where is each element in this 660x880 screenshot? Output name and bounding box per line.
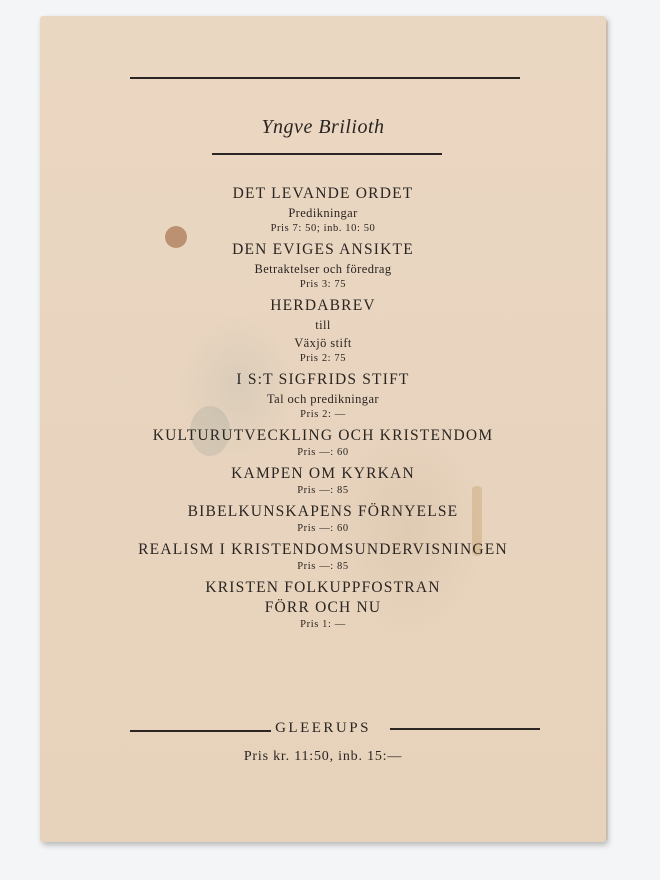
book-title: DET LEVANDE ORDET: [232, 185, 414, 202]
top-rule: [130, 77, 520, 79]
book-entry: [40, 184, 606, 236]
book-subtitle: Tal och predikningar: [267, 392, 379, 406]
book-title: I S:T SIGFRIDS STIFT: [236, 371, 410, 388]
book-title: REALISM I KRISTENDOMSUNDERVISNINGEN: [138, 541, 508, 558]
book-entry: [40, 370, 606, 422]
book-back-cover: [40, 16, 606, 842]
author-rule: [212, 153, 442, 155]
book-subtitle: till: [315, 318, 331, 332]
book-entry: [40, 240, 606, 292]
book-title: KRISTEN FOLKUPPFOSTRAN: [205, 579, 441, 596]
book-price: Pris —: 60: [297, 523, 349, 534]
book-entry: [40, 426, 606, 460]
book-title: KULTURUTVECKLING OCH KRISTENDOM: [152, 427, 494, 444]
book-price: Pris —: 60: [297, 447, 349, 458]
publisher-name: GLEERUPS: [271, 720, 375, 737]
author-name: Yngve Brilioth: [261, 116, 385, 138]
book-title: HERDABREV: [270, 297, 376, 314]
book-price: Pris —: 85: [297, 561, 349, 572]
book-entry: [40, 540, 606, 574]
book-price: Pris 1: —: [300, 619, 346, 630]
book-subtitle: Betraktelser och föredrag: [254, 262, 392, 276]
book-list: [40, 184, 606, 636]
book-entry: [40, 296, 606, 366]
book-subtitle: Predikningar: [288, 206, 358, 220]
book-entry: [40, 464, 606, 498]
book-price: Pris 3: 75: [299, 279, 347, 290]
book-subtitle: Växjö stift: [294, 336, 352, 350]
book-title: FÖRR OCH NU: [264, 599, 382, 616]
book-price: Pris 2: 75: [299, 353, 347, 364]
publisher-block: [40, 719, 606, 737]
book-price: Pris 7: 50; inb. 10: 50: [270, 223, 376, 234]
book-price: Pris —: 85: [297, 485, 349, 496]
book-title: BIBELKUNSKAPENS FÖRNYELSE: [187, 503, 459, 520]
book-price: Pris 2: —: [300, 409, 346, 420]
book-entry: [40, 502, 606, 536]
book-entry: [40, 578, 606, 632]
book-title: DEN EVIGES ANSIKTE: [232, 241, 414, 258]
book-title: KAMPEN OM KYRKAN: [231, 465, 415, 482]
total-price: Pris kr. 11:50, inb. 15:—: [243, 749, 403, 764]
